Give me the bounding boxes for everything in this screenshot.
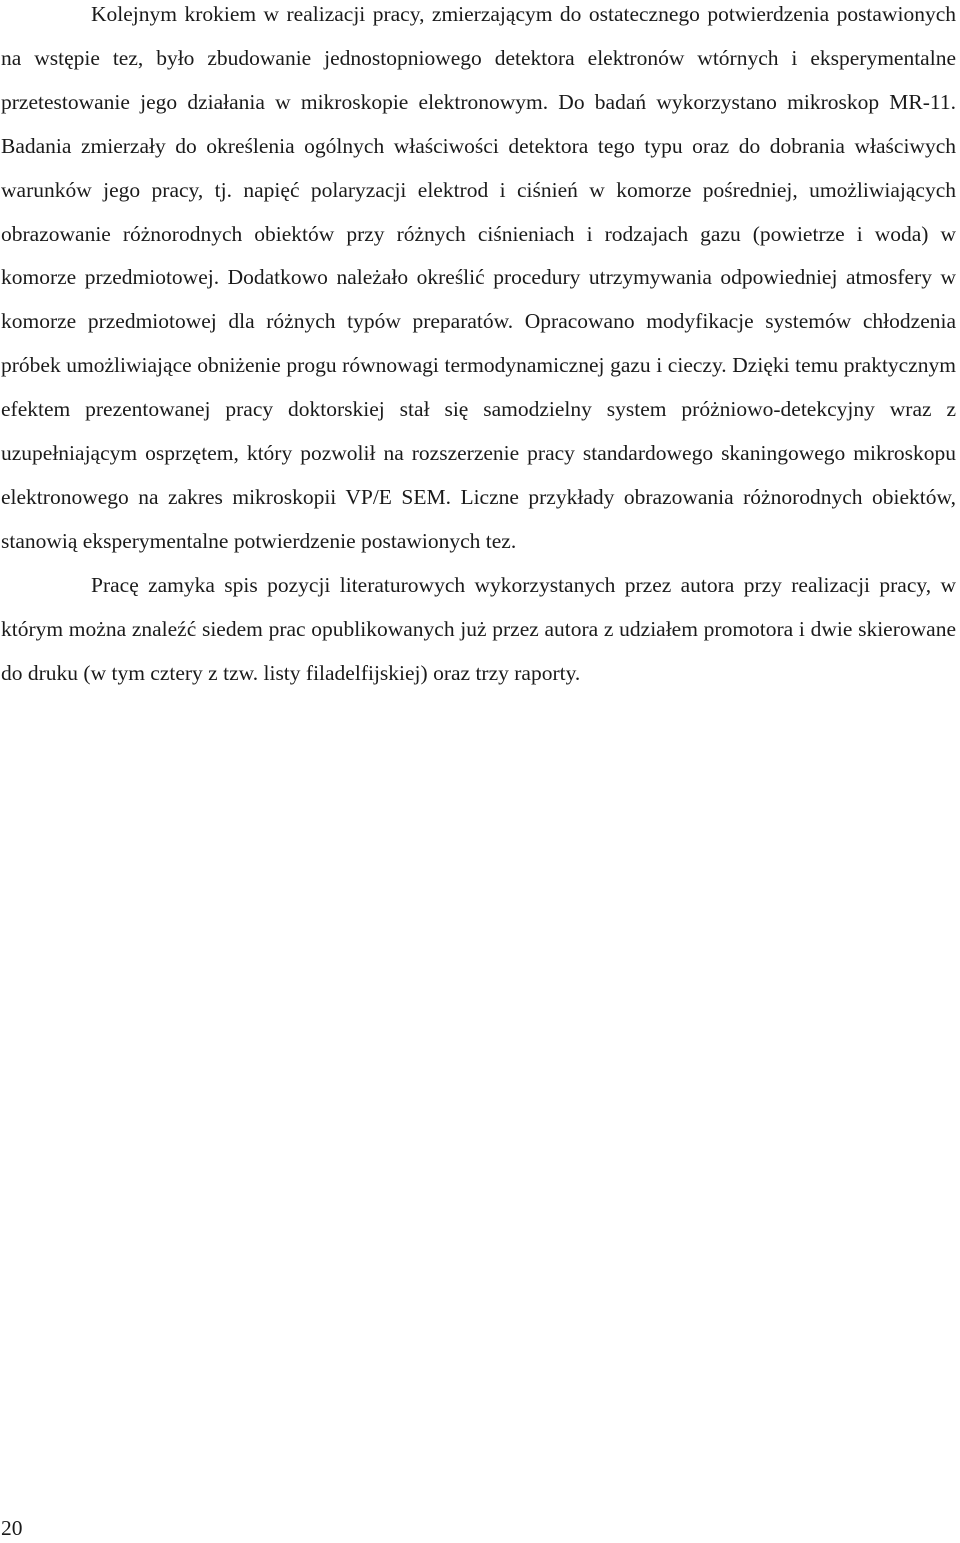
paragraph-2: Pracę zamyka spis pozycji literaturowych wykorzystanych przez autora przy realizacji pracy, w którym można znaleźć siedem prac opublikowanych już przez autora z udziałem promotora i dwie skierowane do druku (w tym cztery z tzw. listy filadelfijskiej) oraz trzy raporty. xyxy=(1,572,956,685)
paragraph-1: Kolejnym krokiem w realizacji pracy, zmierzającym do ostatecznego potwierdzenia postawionych na wstępie tez, było zbudowanie jednostopniowego detektora elektronów wtórnych i eksperymentalne przetestowanie jego działania w mikroskopie elektronowym. Do badań wykorzystano mikroskop MR-11. Badania zmierzały do określenia ogólnych właściwości detektora tego typu oraz do dobrania właściwych warunków jego pracy, tj. napięć polaryzacji elektrod i ciśnień w komorze pośredniej, umożliwiających obrazowanie różnorodnych obiektów przy różnych ciśnieniach i rodzajach gazu (powietrze i woda) w komorze przedmiotowej. Dodatkowo należało określić procedury utrzymywania odpowiedniej atmosfery w komorze przedmiotowej dla różnych typów preparatów. Opracowano modyfikacje systemów chłodzenia próbek umożliwiające obniżenie progu równowagi termodynamicznej gazu i cieczy. Dzięki temu praktycznym efektem prezentowanej pracy doktorskiej stał się samodzielny system próżniowo-detekcyjny wraz z uzupełniającym osprzętem, który pozwolił na rozszerzenie pracy standardowego skaningowego mikroskopu elektronowego na zakres mikroskopii VP/E SEM. Liczne przykłady obrazowania różnorodnych obiektów, stanowią eksperymentalne potwierdzenie postawionych tez. xyxy=(1,2,956,553)
page-number: 20 xyxy=(1,1516,23,1540)
body-text xyxy=(1,0,956,696)
